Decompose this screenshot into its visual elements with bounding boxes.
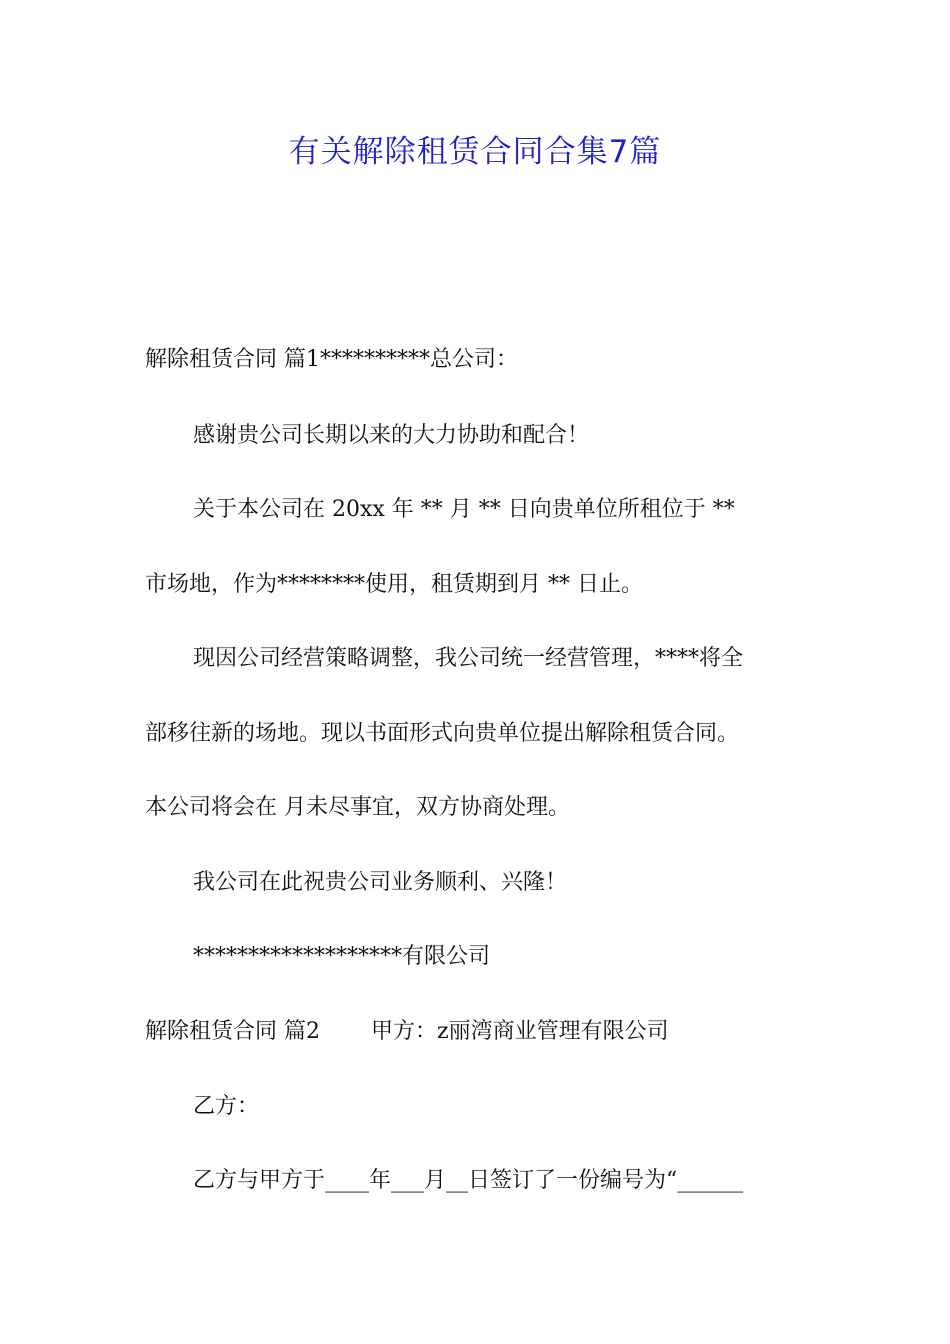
paragraph-line: 本公司将会在 月未尽事宜，双方协商处理。 [145, 795, 570, 820]
paragraph-line: 现因公司经营策略调整，我公司统一经营管理，****将全 [193, 646, 744, 671]
paragraph-line: 我公司在此祝贵公司业务顺利、兴隆！ [193, 870, 568, 895]
paragraph-line: *******************有限公司 [193, 944, 491, 969]
paragraph-line: 关于本公司在 20xx 年 ** 月 ** 日向贵单位所租位于 ** [193, 497, 735, 522]
paragraph-line: 解除租赁合同 篇1**********总公司： [145, 347, 518, 372]
paragraph-line: 市场地，作为********使用，租赁期到月 ** 日止。 [145, 572, 643, 597]
paragraph-line: 感谢贵公司长期以来的大力协助和配合！ [193, 423, 590, 448]
document-title: 有关解除租赁合同合集7篇 [288, 134, 662, 170]
paragraph-line: 部移往新的场地。现以书面形式向贵单位提出解除租赁合同。 [145, 721, 740, 746]
paragraph-line: 解除租赁合同 篇2 甲方：z丽湾商业管理有限公司 [145, 1019, 669, 1044]
paragraph-line: 乙方： [193, 1094, 260, 1119]
paragraph-line: 乙方与甲方于____年___月__日签订了一份编号为“______ [193, 1168, 744, 1193]
